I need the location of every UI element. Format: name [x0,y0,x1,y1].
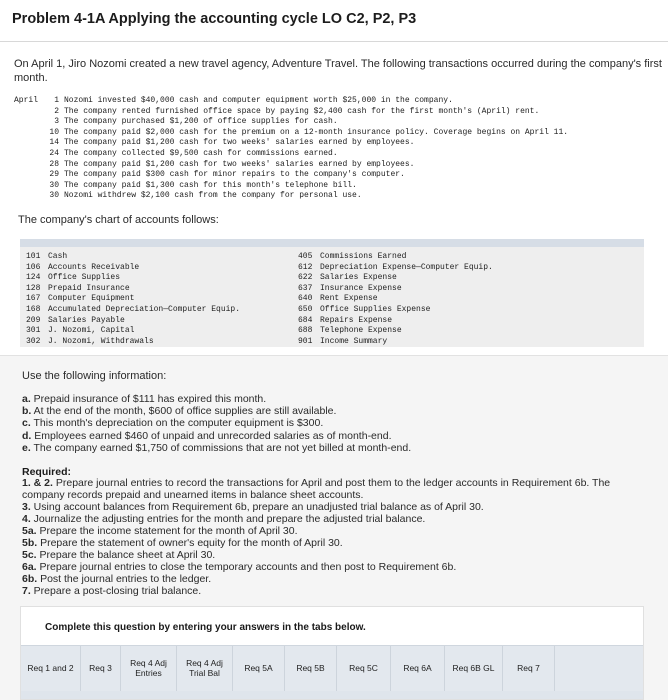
information-item [22,405,411,417]
account-name: Accumulated Depreciation—Computer Equip. [48,304,241,314]
required-item [22,477,642,501]
tab-label [403,664,431,674]
required-label: 4. [22,513,31,525]
transaction-row [14,107,568,118]
accounts-right-column [298,252,493,347]
account-row [298,263,493,274]
transaction-text: Nozomi withdrew $2,100 cash from the company for personal use. [64,191,362,201]
information-item [22,417,411,429]
transaction-month [14,138,49,149]
tab-label-line1: Req 5B [296,662,325,673]
account-name: Repairs Expense [320,315,393,325]
required-label: 7. [22,585,31,597]
transaction-month: April [14,96,39,105]
transaction-day: 30 [49,180,59,190]
required-item [22,561,642,573]
account-row [298,284,493,295]
transaction-month [14,181,49,192]
information-letter: c. [22,417,31,430]
transaction-month [14,117,49,128]
tab-label-line1: Req 5C [349,662,378,673]
required-list [22,477,642,597]
tab-req-7[interactable] [337,646,391,691]
required-text: Prepare journal entries to close the temporary accounts and then post to Requirement 6b. [36,561,457,573]
account-row [298,273,493,284]
information-letter: a. [22,393,31,405]
information-text: Employees earned $460 of unpaid and unrecorded salaries as of month-end. [31,429,392,442]
required-label: 5b. [22,537,38,549]
transaction-row [14,191,568,202]
transaction-month [14,107,49,118]
account-number: 684 [298,315,313,325]
account-name: Salaries Payable [48,315,125,325]
account-row [26,263,240,274]
account-name: Depreciation Expense—Computer Equip. [320,262,493,272]
account-row [26,252,240,263]
information-list [22,393,411,454]
transaction-row [14,170,568,181]
account-number: 688 [298,326,313,336]
account-row [298,337,493,348]
account-row [26,284,240,295]
account-row [298,316,493,327]
tabs-prompt: Complete this question by entering your answers in the tabs below. [45,622,366,633]
tab-label [186,659,223,678]
account-row [298,305,493,316]
transaction-month [14,170,49,181]
tab-req-5[interactable] [233,646,285,691]
transaction-row [14,117,568,128]
account-name: Cash [48,252,68,261]
transaction-row [14,128,568,139]
tab-label-line1: Req 4 Adj [130,658,167,668]
answer-tabs-panel [20,606,644,700]
tab-label [452,664,494,674]
transaction-month [14,128,49,139]
tab-label [27,664,73,674]
transaction-row [14,138,568,149]
tab-label-line1: Req 7 [517,662,540,673]
information-letter: d. [22,429,32,442]
tabs-underline [21,691,643,699]
account-row [298,294,493,305]
account-number: 901 [298,336,313,346]
transaction-text: The company paid $300 cash for minor repairs to the company's computer. [64,170,405,180]
account-number: 168 [26,304,41,314]
account-number: 640 [298,294,313,304]
chart-of-accounts-table [20,239,644,347]
tab-req-10[interactable] [503,646,555,691]
account-number: 106 [26,262,41,272]
tab-req-9[interactable] [445,646,503,691]
account-row [26,316,240,327]
transaction-day: 30 [49,191,59,201]
required-label: 6b. [22,573,38,585]
account-name: Office Supplies [48,273,121,283]
transaction-text: The company rented furnished office space by paying $2,400 cash for the first month's (April) rent. [64,106,540,116]
account-number: 612 [298,262,313,272]
account-name: Rent Expense [320,294,378,304]
account-name: Commissions Earned [320,252,407,261]
transaction-text: Nozomi invested $40,000 cash and computer equipment worth $25,000 in the company. [64,96,453,105]
transaction-row [14,96,568,107]
tab-label-line1: Req 3 [89,662,112,673]
transaction-day: 1 [54,96,59,105]
account-number: 405 [298,252,313,261]
transaction-text: The company paid $2,000 cash for the premium on a 12-month insurance policy. Coverage begins on April 11. [64,127,569,137]
tab-label [517,664,540,674]
account-row [298,326,493,337]
account-row [26,326,240,337]
page-title: Problem 4-1A Applying the accounting cycle LO C2, P2, P3 [12,11,417,27]
tab-label [130,659,167,678]
tab-req-8[interactable] [391,646,445,691]
information-letter: e. [22,441,31,454]
required-text: Using account balances from Requirement 6b, prepare an unadjusted trial balance as of April 30. [30,501,484,513]
required-item [22,585,642,597]
required-text: Post the journal entries to the ledger. [37,573,212,585]
tab-label-line1: Req 5A [244,662,273,673]
information-item [22,393,411,405]
required-heading: Required: [22,466,72,478]
account-name: Office Supplies Expense [320,304,431,314]
transaction-text: The company paid $1,300 cash for this month's telephone bill. [64,180,357,190]
tab-req-6[interactable] [285,646,337,691]
requirement-tabs [21,645,643,691]
required-item [22,537,642,549]
required-label: 6a. [22,561,37,573]
tab-label-line1: Req 1 and 2 [27,662,74,673]
transaction-day: 29 [49,170,59,180]
account-row [298,252,493,263]
information-heading: Use the following information: [22,370,167,382]
tab-label [89,664,112,674]
transaction-day: 2 [54,106,59,116]
required-text: Prepare the income statement for the month of April 30. [36,525,298,537]
account-number: 167 [26,294,41,304]
transaction-day: 3 [54,117,59,127]
account-row [26,273,240,284]
account-name: Prepaid Insurance [48,283,130,293]
chart-of-accounts-intro: The company's chart of accounts follows: [18,214,219,226]
account-name: Insurance Expense [320,283,402,293]
account-number: 101 [26,252,41,261]
tab-req-4[interactable] [177,646,233,691]
account-row [26,294,240,305]
required-label: 5c. [22,549,37,561]
account-name: J. Nozomi, Withdrawals [48,336,154,346]
information-text: This month's depreciation on the computer equipment is $300. [30,417,324,430]
required-item [22,525,642,537]
tab-label-line1: Req 6B GL [452,662,495,673]
account-name: Salaries Expense [320,273,397,283]
required-label: 5a. [22,525,37,537]
transaction-month [14,160,49,171]
required-item [22,549,642,561]
transaction-row [14,160,568,171]
title-bar [0,0,668,42]
information-item [22,442,411,454]
information-text: Prepaid insurance of $111 has expired this month. [30,393,267,405]
transaction-month [14,191,49,202]
account-number: 301 [26,326,41,336]
account-row [26,305,240,316]
information-text: The company earned $1,750 of commissions that are not yet billed at month-end. [30,441,412,454]
accounts-left-column [26,252,240,347]
information-item [22,430,411,442]
transaction-text: The company collected $9,500 cash for commissions earned. [64,148,338,158]
required-text: Prepare the balance sheet at April 30. [36,549,216,561]
tab-label [349,664,378,674]
information-letter: b. [22,405,32,418]
required-item [22,513,642,525]
transaction-text: The company paid $1,200 cash for two weeks' salaries earned by employees. [64,138,415,148]
transaction-text: The company purchased $1,200 of office supplies for cash. [64,117,338,127]
transaction-day: 14 [49,138,59,148]
transaction-row [14,181,568,192]
required-text: Prepare the statement of owner's equity for the month of April 30. [37,537,343,549]
tab-label [244,664,272,674]
account-number: 128 [26,283,41,293]
transaction-month [14,149,49,160]
account-number: 650 [298,304,313,314]
transaction-row [14,149,568,160]
account-number: 622 [298,273,313,283]
transactions-list [14,96,568,202]
transaction-day: 10 [49,127,59,137]
required-label: 3. [22,501,31,513]
required-text: Prepare a post-closing trial balance. [30,585,202,597]
intro-text: On April 1, Jiro Nozomi created a new travel agency, Adventure Travel. The following transactions occurred during the company's first month. [14,58,662,84]
transaction-day: 24 [49,148,59,158]
tab-label-line2: Entries [135,667,162,678]
required-label: 1. & 2. [22,477,53,489]
tab-label [296,664,324,674]
account-number: 209 [26,315,41,325]
account-name: Income Summary [320,336,388,346]
required-text: Prepare journal entries to record the transactions for April and post them to the ledger accounts in Requirement 6b. The company records prepaid and unearned items in balance sheet accounts. [22,477,611,501]
transaction-day: 28 [49,159,59,169]
tab-req-1[interactable] [21,646,81,691]
information-text: At the end of the month, $600 of office supplies are still available. [31,405,337,418]
required-item [22,501,642,513]
account-name: Accounts Receivable [48,262,140,272]
account-number: 637 [298,283,313,293]
tab-label-line1: Req 4 Adj [186,658,223,668]
tab-label-line2: Trial Bal [189,667,220,678]
required-text: Journalize the adjusting entries for the month and prepare the adjusted trial balance. [30,513,426,525]
tab-label-line1: Req 6A [403,662,432,673]
transaction-text: The company paid $1,200 cash for two weeks' salaries earned by employees. [64,159,415,169]
account-number: 124 [26,273,41,283]
required-item [22,573,642,585]
account-name: Computer Equipment [48,294,135,304]
tab-req-2[interactable] [81,646,121,691]
tab-req-3[interactable] [121,646,177,691]
account-number: 302 [26,336,41,346]
account-name: J. Nozomi, Capital [48,326,135,336]
account-row [26,337,240,348]
account-name: Telephone Expense [320,326,402,336]
